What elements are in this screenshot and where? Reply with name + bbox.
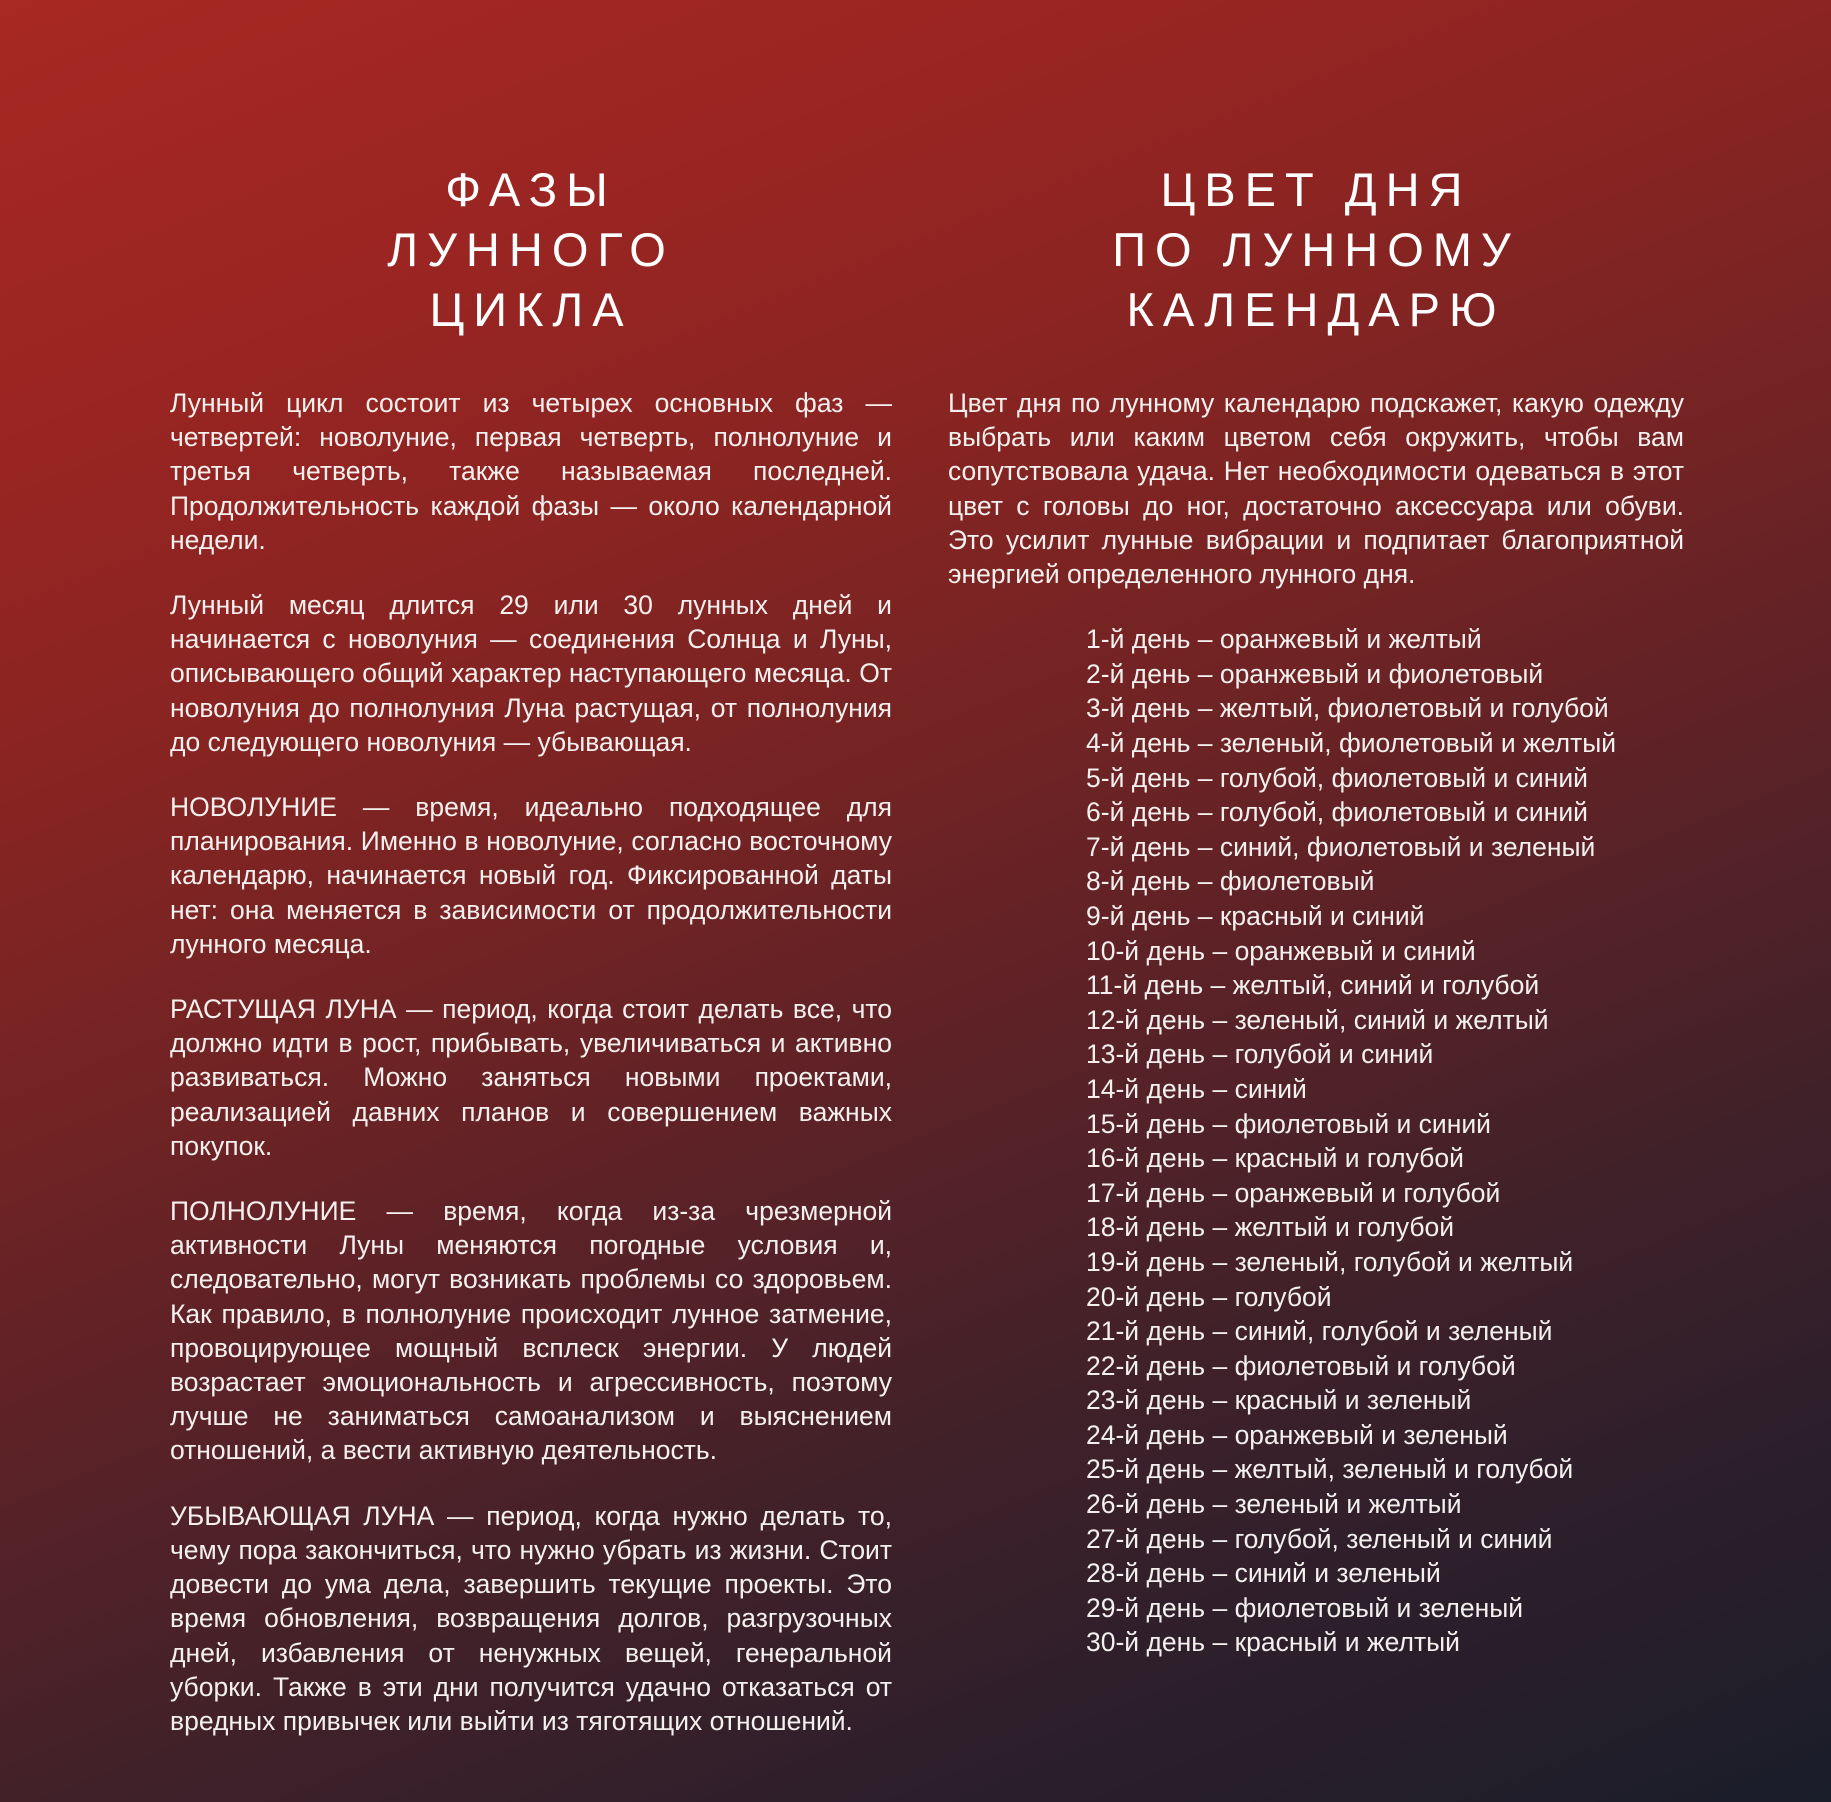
day-color-item: 28-й день – синий и зеленый <box>1086 1558 1441 1589</box>
day-color-item: 26-й день – зеленый и желтый <box>1086 1489 1462 1520</box>
day-color-list <box>1086 622 1684 1660</box>
lunar-phases-text <box>170 386 892 1738</box>
day-color-item: 6-й день – голубой, фиолетовый и синий <box>1086 797 1588 828</box>
title-line: ФАЗЫ <box>445 163 617 216</box>
day-color-item: 15-й день – фиолетовый и синий <box>1086 1108 1491 1139</box>
day-color-item: 22-й день – фиолетовый и голубой <box>1086 1350 1516 1381</box>
day-color-item: 19-й день – зеленый, голубой и желтый <box>1086 1246 1574 1277</box>
lunar-phases-title <box>170 160 892 340</box>
day-color-item: 17-й день – оранжевый и голубой <box>1086 1177 1501 1208</box>
paragraph: ПОЛНОЛУНИЕ — время, когда из-за чрезмерной активности Луны меняются погодные условия и, следовательно, могут возникать проблемы со здоровьем. Как правило, в полнолуние происходит лунное затмение, провоцирующее мощный всплеск энергии. У людей возрастает эмоциональность и агрессивность, поэтому лучше не заниматься самоанализом и выяснением отношений, а вести активную деятельность. <box>170 1196 892 1466</box>
day-color-item: 25-й день – желтый, зеленый и голубой <box>1086 1454 1574 1485</box>
paragraph: Лунный цикл состоит из четырех основных фаз — четвертей: новолуние, первая четверть, полнолуние и третья четверть, также называемая последней. Продолжительность каждой фазы — около календарной недели. <box>170 388 892 555</box>
title-line: КАЛЕНДАРЮ <box>1126 283 1506 336</box>
day-color-item: 5-й день – голубой, фиолетовый и синий <box>1086 762 1588 793</box>
day-color-item: 14-й день – синий <box>1086 1073 1307 1104</box>
day-color-item: 3-й день – желтый, фиолетовый и голубой <box>1086 693 1609 724</box>
title-line: ПО ЛУННОМУ <box>1112 223 1520 276</box>
paragraph: НОВОЛУНИЕ — время, идеально подходящее для планирования. Именно в новолуние, согласно восточному календарю, начинается новый год. Фиксированной даты нет: она меняется в зависимости от продолжительности лунного месяца. <box>170 792 892 959</box>
day-color-item: 7-й день – синий, фиолетовый и зеленый <box>1086 831 1596 862</box>
day-color-item: 20-й день – голубой <box>1086 1281 1332 1312</box>
day-color-item: 21-й день – синий, голубой и зеленый <box>1086 1316 1553 1347</box>
day-color-item: 30-й день – красный и желтый <box>1086 1627 1460 1658</box>
lunar-phases-column <box>170 160 892 1738</box>
day-color-item: 16-й день – красный и голубой <box>1086 1143 1464 1174</box>
day-color-item: 13-й день – голубой и синий <box>1086 1039 1434 1070</box>
day-color-item: 8-й день – фиолетовый <box>1086 866 1375 897</box>
title-line: ЦИКЛА <box>429 283 633 336</box>
day-color-column <box>948 160 1684 1660</box>
paragraph: РАСТУЩАЯ ЛУНА — период, когда стоит делать все, что должно идти в рост, прибывать, увеличиваться и активно развиваться. Можно заняться новыми проектами, реализацией давних планов и совершением важных покупок. <box>170 994 892 1161</box>
day-color-item: 23-й день – красный и зеленый <box>1086 1385 1472 1416</box>
day-color-title <box>948 160 1684 340</box>
day-color-item: 9-й день – красный и синий <box>1086 900 1425 931</box>
day-color-item: 29-й день – фиолетовый и зеленый <box>1086 1592 1524 1623</box>
day-color-item: 1-й день – оранжевый и желтый <box>1086 624 1482 655</box>
day-color-item: 27-й день – голубой, зеленый и синий <box>1086 1523 1553 1554</box>
day-color-item: 24-й день – оранжевый и зеленый <box>1086 1419 1508 1450</box>
day-color-intro: Цвет дня по лунному календарю подскажет, какую одежду выбрать или каким цветом себя окружить, чтобы вам сопутствовала удача. Нет необходимости одеваться в этот цвет с головы до ног, достаточно аксессуара или обуви. Это усилит лунные вибрации и подпитает благоприятной энергией определенного лунного дня. <box>948 388 1684 590</box>
day-color-item: 4-й день – зеленый, фиолетовый и желтый <box>1086 728 1617 758</box>
day-color-item: 12-й день – зеленый, синий и желтый <box>1086 1004 1549 1035</box>
day-color-item: 10-й день – оранжевый и синий <box>1086 935 1476 966</box>
day-color-item: 18-й день – желтый и голубой <box>1086 1212 1455 1243</box>
title-line: ЛУННОГО <box>387 223 675 276</box>
paragraph: Лунный месяц длится 29 или 30 лунных дней и начинается с новолуния — соединения Солнца и Луны, описывающего общий характер наступающего месяца. От новолуния до полнолуния Луна растущая, от полнолуния до следующего новолуния — убывающая. <box>170 590 892 757</box>
title-line: ЦВЕТ ДНЯ <box>1160 163 1472 216</box>
day-color-item: 11-й день – желтый, синий и голубой <box>1086 970 1540 1001</box>
paragraph: УБЫВАЮЩАЯ ЛУНА — период, когда нужно делать то, чему пора закончиться, что нужно убрать из жизни. Стоит довести до ума дела, завершить текущие проекты. Это время обновления, возвращения долгов, разгрузочных дней, избавления от ненужных вещей, генеральной уборки. Также в эти дни получится удачно отказаться от вредных привычек или выйти из тяготящих отношений. <box>170 1500 892 1736</box>
day-color-item: 2-й день – оранжевый и фиолетовый <box>1086 658 1544 689</box>
